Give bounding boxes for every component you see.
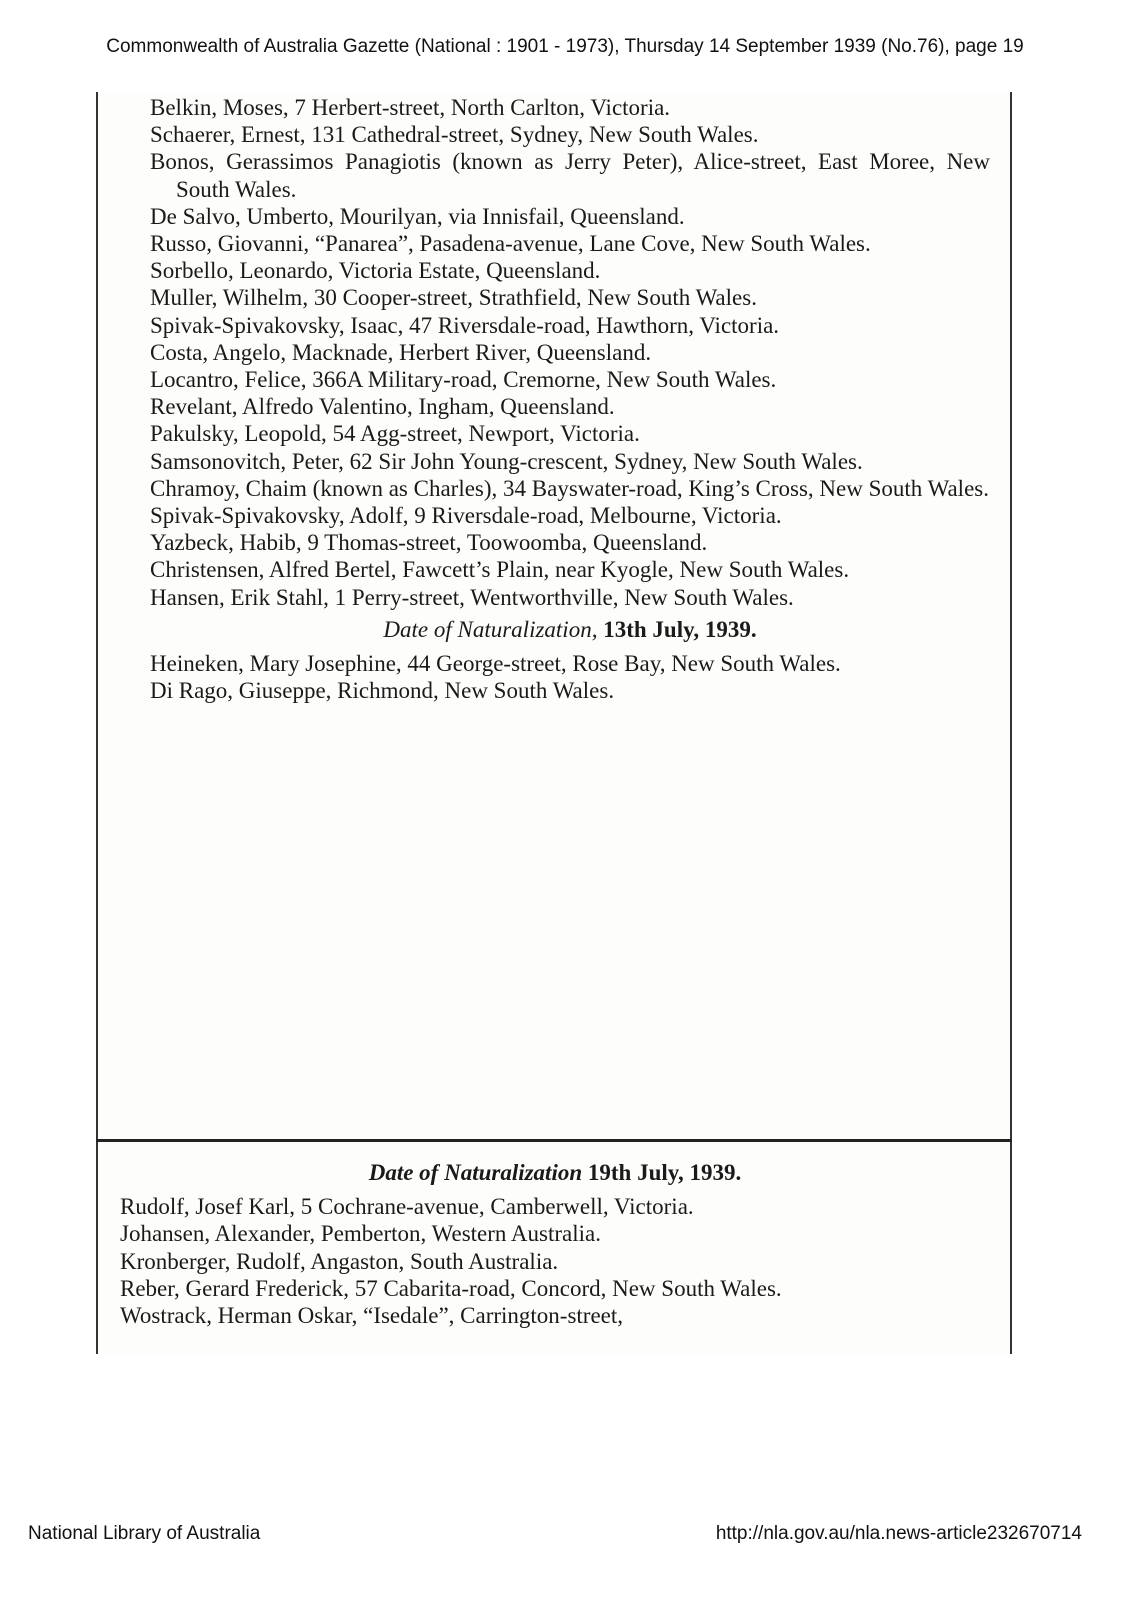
- list-item: Costa, Angelo, Macknade, Herbert River, Queensland.: [150, 339, 652, 365]
- heading-prefix: Date of Naturalization: [368, 1160, 583, 1185]
- page-citation-header: Commonwealth of Australia Gazette (National : 1901 - 1973), Thursday 14 September 1939 (No.76), page 19: [106, 36, 1024, 57]
- list-item: Di Rago, Giuseppe, Richmond, New South Wales.: [150, 678, 615, 704]
- list-item: Revelant, Alfredo Valentino, Ingham, Queensland.: [150, 394, 615, 420]
- section-heading-19-july: [120, 1159, 990, 1186]
- lower-entries-clip: [120, 1193, 990, 1389]
- list-item: Spivak-Spivakovsky, Isaac, 47 Riversdale-road, Hawthorn, Victoria.: [150, 312, 780, 338]
- list-item: Muller, Wilhelm, 30 Cooper-street, Strathfield, New South Wales.: [150, 285, 757, 311]
- list-item: Belkin, Moses, 7 Herbert-street, North Carlton, Victoria.: [150, 95, 671, 120]
- section-divider-rule: [96, 1139, 1012, 1142]
- column-rule-left: [96, 92, 98, 1354]
- list-item: Sorbello, Leonardo, Victoria Estate, Queensland.: [150, 258, 601, 284]
- upper-column: [150, 94, 990, 704]
- list-item: De Salvo, Umberto, Mourilyan, via Innisfail, Queensland.: [150, 203, 685, 229]
- list-item: Rudolf, Josef Karl, 5 Cochrane-avenue, Camberwell, Victoria.: [120, 1194, 694, 1220]
- list-item-cut-off: Wostrack, Herman Oskar, “Isedale”, Carrington-street,: [120, 1303, 624, 1329]
- list-item: Spivak-Spivakovsky, Adolf, 9 Riversdale-road, Melbourne, Victoria.: [150, 503, 782, 529]
- heading-prefix: Date of Naturalization,: [383, 616, 598, 642]
- list-item: Kronberger, Rudolf, Angaston, South Australia.: [120, 1248, 559, 1274]
- heading-date: 19th July, 1939.: [587, 1160, 742, 1185]
- list-item: Chramoy, Chaim (known as Charles), 34 Bayswater-road, King’s Cross, New South Wales.: [150, 475, 989, 501]
- list-item: Samsonovitch, Peter, 62 Sir John Young-crescent, Sydney, New South Wales.: [150, 448, 863, 474]
- list-item: Johansen, Alexander, Pemberton, Western Australia.: [120, 1221, 601, 1247]
- section-heading-13-july: [150, 616, 990, 643]
- list-item: Yazbeck, Habib, 9 Thomas-street, Toowoomba, Queensland.: [150, 530, 708, 556]
- footer-article-url[interactable]: http://nla.gov.au/nla.news-article232670714: [715, 1523, 1082, 1544]
- list-item: Pakulsky, Leopold, 54 Agg-street, Newport, Victoria.: [150, 421, 640, 447]
- list-item: Reber, Gerard Frederick, 57 Cabarita-road, Concord, New South Wales.: [120, 1275, 782, 1301]
- column-rule-right: [1010, 92, 1012, 1354]
- footer-library-name: National Library of Australia: [28, 1523, 261, 1544]
- list-item: Hansen, Erik Stahl, 1 Perry-street, Wentworthville, New South Wales.: [150, 584, 794, 610]
- list-item: Schaerer, Ernest, 131 Cathedral-street, Sydney, New South Wales.: [150, 122, 759, 148]
- heading-date: 13th July, 1939.: [603, 616, 757, 642]
- lower-column: [120, 1154, 990, 1389]
- gazette-scan: [96, 92, 1012, 1354]
- list-item: Bonos, Gerassimos Panagiotis (known as Jerry Peter), Alice-street, East Moree, New South Wales.: [150, 149, 990, 202]
- list-item: Heineken, Mary Josephine, 44 George-street, Rose Bay, New South Wales.: [150, 651, 841, 677]
- list-item: Locantro, Felice, 366A Military-road, Cremorne, New South Wales.: [150, 367, 777, 393]
- list-item: Russo, Giovanni, “Panarea”, Pasadena-avenue, Lane Cove, New South Wales.: [150, 231, 871, 257]
- list-item: Christensen, Alfred Bertel, Fawcett’s Plain, near Kyogle, New South Wales.: [150, 557, 850, 583]
